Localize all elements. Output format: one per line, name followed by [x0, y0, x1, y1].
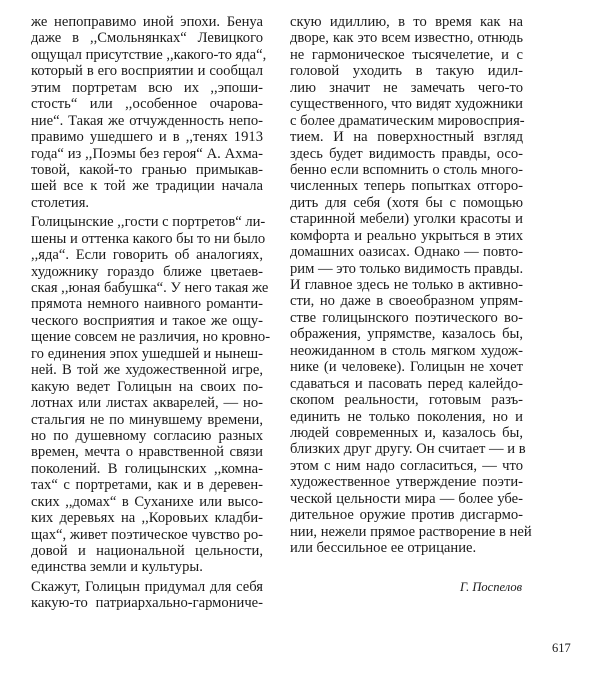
- text-line: стальгия не по минувшему времени,: [31, 411, 263, 428]
- text-line: ней. В той же художественной игре,: [31, 362, 263, 379]
- text-line: не гармоническое тысячелетие, и с: [290, 46, 523, 63]
- text-line: лотнах или листах акварелей, — но-: [31, 395, 263, 412]
- text-line: численных теперь попытках отгоро-: [290, 178, 523, 195]
- text-line: даже в ,,Смольнянках“ Левицкого: [31, 30, 263, 47]
- text-line: головой уходить в такую идил-: [290, 63, 523, 80]
- text-line: товой, какой-то гранью примыкав-: [31, 161, 263, 178]
- text-line: ,,яда“. Если говорить об аналогиях,: [31, 247, 263, 264]
- text-line: сдаваться и пасовать перед калейдо-: [290, 375, 523, 392]
- text-line: сти, но даже в своеобразном упрям-: [290, 293, 523, 310]
- text-line: столетия.: [31, 194, 90, 211]
- text-line: нии, нежели прямое растворение в ней: [290, 523, 532, 540]
- text-line: художнику гораздо ближе цветаев-: [31, 263, 263, 280]
- text-line: ческого восприятия и такое же ощу-: [31, 312, 263, 329]
- text-line: ческой цельности мира — более убе-: [290, 490, 523, 507]
- text-line: И главное здесь не только в активно-: [290, 277, 523, 293]
- text-line: дительное оружие против дисгармо-: [290, 507, 523, 524]
- text-line: здесь будет видимость правды, осо-: [290, 145, 523, 162]
- text-line: бенно если вспомнить о столь много-: [290, 161, 523, 178]
- text-line: ских ,,домах“ в Суханихе или высо-: [31, 493, 263, 510]
- text-line: но по душевному согласию разных: [31, 427, 263, 444]
- text-line: же непоправимо иной эпохи. Бенуа: [31, 14, 263, 30]
- text-line: старинной мебели) уголки красоты и: [290, 211, 523, 228]
- text-line: стве голицынского поэтического во-: [290, 309, 523, 326]
- text-line: или бессильное ее отрицание.: [290, 540, 477, 556]
- text-line: домашних оазисах. Однако — повто-: [290, 244, 523, 261]
- text-line: этом с ним надо согласиться, — что: [290, 457, 523, 474]
- text-line: какую ведет Голицын на своих по-: [31, 378, 263, 395]
- text-line: художественное утверждение поэти-: [290, 474, 523, 491]
- author-signature: Г. Поспелов: [459, 580, 522, 594]
- text-line: ощущал присутствие ,,какого-то яда“,: [31, 46, 267, 63]
- text-line: дить для себя (хотя бы с помощью: [290, 194, 523, 211]
- text-line: лию значит не замечать чего-то: [290, 79, 523, 96]
- text-line: с более драматическим мировосприя-: [290, 112, 525, 129]
- text-line: близких друг другу. Он считает — и в: [290, 441, 526, 458]
- text-line: времен, мечта о нравственной связи: [31, 444, 263, 461]
- text-line: ние“. Такая же отчужденность непо-: [31, 112, 263, 129]
- text-line: неожиданном в столь мягком худож-: [290, 342, 523, 359]
- text-line: тах“ с портретами, как и в деревен-: [31, 477, 263, 494]
- text-line: существенного, что видят художники: [290, 96, 523, 113]
- text-line: прямота немного наивного романти-: [31, 296, 263, 313]
- text-line: стость“ или ,,особенное очарова-: [31, 96, 263, 113]
- text-line: тием. И на поверхностный взгляд: [290, 129, 523, 146]
- text-line: скопом реальности, готовым разъ-: [290, 392, 523, 409]
- text-line: какую-то патриархально-гармониче-: [31, 595, 263, 612]
- right-column: [290, 14, 532, 556]
- text-line: шей все к той же традиции начала: [31, 178, 263, 195]
- page-number: 617: [552, 641, 571, 655]
- text-line: ская ,,юная бабушка“. У него такая же: [31, 280, 269, 296]
- text-line: довой и национальной цельности,: [31, 543, 263, 559]
- text-line: этим портретам всю их ,,эпоши-: [31, 79, 263, 96]
- text-line: комфорта и реально укрыться в этих: [290, 227, 523, 244]
- text-line: дворе, как это всем известно, отнюдь: [290, 30, 523, 47]
- text-line: поколений. В голицынских ,,комна-: [31, 460, 263, 477]
- text-line: го единения эпох ушедшей и нынеш-: [31, 345, 263, 362]
- text-line: который в его восприятии и сообщал: [31, 63, 263, 80]
- text-line: года“ из ,,Поэмы без героя“ А. Ахма-: [31, 145, 263, 162]
- text-line: рим — это только видимость правды.: [290, 260, 524, 277]
- left-column: [31, 14, 271, 612]
- text-line: единить не только поколения, но и: [290, 408, 523, 425]
- text-line: Голицынские ,,гости с портретов“ ли-: [31, 214, 266, 231]
- text-line: единства земли и культуры.: [31, 559, 203, 576]
- text-line: шены и оттенка какого бы то ни было: [31, 230, 266, 247]
- text-line: скую идиллию, в то время как на: [290, 14, 523, 30]
- text-line: щение совсем не различия, но кровно-: [31, 329, 271, 346]
- text-line: Скажут, Голицын придумал для себя: [31, 578, 263, 595]
- text-line: нике (и человеке). Голицын не хочет: [290, 359, 523, 376]
- text-line: правимо ушедшего и в ,,тенях 1913: [31, 129, 263, 146]
- text-line: щах“, живет поэтическое чувство ро-: [31, 526, 263, 543]
- text-line: людей современных и, казалось бы,: [290, 424, 523, 441]
- text-line: ких деревьях на ,,Коровьих кладби-: [31, 510, 263, 527]
- text-line: ображения, упрямстве, казалось бы,: [290, 326, 523, 343]
